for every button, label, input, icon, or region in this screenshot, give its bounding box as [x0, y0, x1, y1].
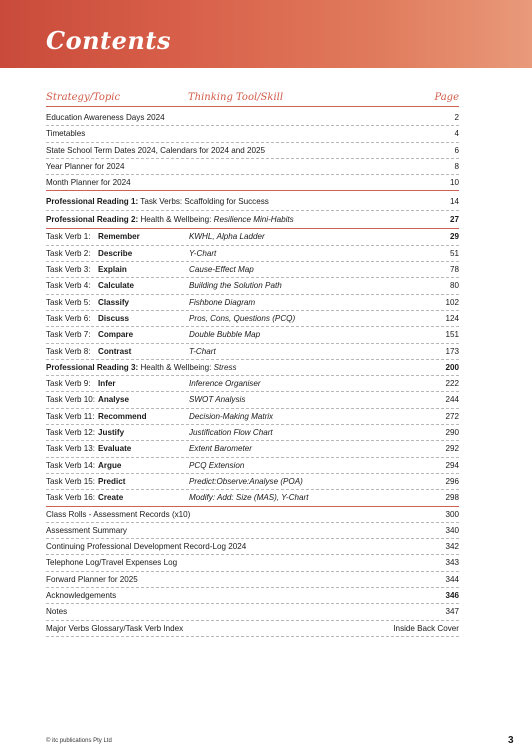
toc-row[interactable] [46, 621, 459, 637]
toc-entry-page: 340 [445, 525, 459, 535]
toc-row[interactable] [46, 175, 459, 191]
page-title: Contents [46, 26, 171, 55]
thinking-tool: Justification Flow Chart [189, 428, 273, 438]
task-verb-name: Discuss [98, 313, 130, 323]
toc-entry-label: Notes [46, 607, 68, 617]
toc-row-task-verb[interactable] [46, 229, 459, 245]
task-verb-name: Argue [98, 460, 122, 470]
toc-entry-label: Forward Planner for 2025 [46, 574, 138, 584]
thinking-tool: SWOT Analysis [189, 395, 246, 405]
toc-row-task-verb[interactable] [46, 327, 459, 343]
task-verb-name: Classify [98, 297, 130, 307]
toc-row-professional-reading-1[interactable] [46, 193, 459, 211]
task-verb-name: Infer [98, 379, 116, 389]
header-banner [0, 0, 532, 68]
task-verb-number: Task Verb 1: [46, 232, 91, 242]
toc-entry-page: 298 [445, 493, 459, 503]
task-verb-name: Compare [98, 330, 134, 340]
toc-row-task-verb[interactable] [46, 474, 459, 490]
thinking-tool: Building the Solution Path [189, 281, 282, 291]
task-verb-number: Task Verb 8: [46, 346, 91, 356]
task-verb-name: Describe [98, 248, 133, 258]
toc-entry-page: 80 [449, 281, 459, 291]
thinking-tool: Double Bubble Map [189, 330, 261, 340]
thinking-tool: T-Chart [189, 346, 216, 356]
thinking-tool: KWHL, Alpha Ladder [189, 232, 265, 242]
toc-entry-page: 124 [445, 313, 459, 323]
thinking-tool: PCQ Extension [189, 460, 245, 470]
column-header-page: Page [434, 92, 459, 103]
toc-entry-page: 14 [449, 197, 459, 207]
toc-entry-page: 200 [445, 362, 459, 372]
task-verb-number: Task Verb 7: [46, 330, 91, 340]
toc-entry-page: 6 [454, 145, 459, 155]
toc-row-task-verb[interactable] [46, 376, 459, 392]
toc-entry-label: Assessment Summary [46, 525, 127, 535]
thinking-tool: Inference Organiser [189, 379, 261, 389]
toc-row-task-verb[interactable] [46, 425, 459, 441]
task-verb-number: Task Verb 4: [46, 281, 91, 291]
toc-entry-page: 29 [449, 232, 459, 242]
toc-entry-page: 342 [445, 542, 459, 552]
column-header-tool: Thinking Tool/Skill [188, 92, 284, 103]
task-verb-name: Contrast [98, 346, 132, 356]
toc-row[interactable] [46, 143, 459, 159]
toc-entry-page: 272 [445, 411, 459, 421]
toc-entry-page: 292 [445, 444, 459, 454]
toc-row-task-verb[interactable] [46, 458, 459, 474]
toc-entry-page: 173 [445, 346, 459, 356]
thinking-tool: Y-Chart [189, 248, 217, 258]
task-verb-number: Task Verb 11: [46, 411, 95, 421]
thinking-tool: Predict:Observe:Analyse (POA) [189, 476, 303, 486]
toc-row-task-verb[interactable] [46, 311, 459, 327]
toc-entry-page: 290 [445, 428, 459, 438]
toc-entry-label: Professional Reading 3: Health & Wellbeing: Stress [46, 362, 237, 372]
toc-entry-page: 244 [445, 395, 459, 405]
toc-row-task-verb[interactable] [46, 295, 459, 311]
toc-entry-page: 8 [454, 161, 459, 171]
toc-entry-label: Education Awareness Days 2024 [46, 113, 165, 122]
toc-row-professional-reading-2[interactable] [46, 211, 459, 229]
toc-row[interactable] [46, 507, 459, 523]
task-verb-number: Task Verb 2: [46, 248, 91, 258]
toc-entry-page: 27 [449, 215, 459, 225]
toc-entry-label: Year Planner for 2024 [46, 161, 125, 171]
toc-entry-label: Major Verbs Glossary/Task Verb Index [46, 623, 184, 633]
toc-row-task-verb[interactable] [46, 344, 459, 360]
table-of-contents [46, 110, 459, 637]
toc-entry-page: 294 [445, 460, 459, 470]
toc-row[interactable] [46, 555, 459, 571]
task-verb-name: Create [98, 493, 124, 503]
toc-entry-page: 10 [449, 178, 459, 188]
column-header-topic: Strategy/Topic [46, 92, 121, 103]
toc-entry-page: 4 [454, 129, 459, 139]
task-verb-number: Task Verb 13: [46, 444, 96, 454]
toc-row-task-verb[interactable] [46, 246, 459, 262]
task-verb-number: Task Verb 5: [46, 297, 91, 307]
task-verb-number: Task Verb 9: [46, 379, 91, 389]
toc-entry-page: 78 [449, 265, 459, 275]
toc-row-task-verb[interactable] [46, 262, 459, 278]
thinking-tool: Cause-Effect Map [189, 265, 254, 275]
toc-entry-page: 300 [445, 509, 459, 519]
task-verb-name: Explain [98, 265, 127, 275]
toc-entry-label: Month Planner for 2024 [46, 178, 131, 188]
toc-entry-page: 296 [445, 476, 459, 486]
toc-entry-page: 344 [445, 574, 459, 584]
toc-entry-label: Timetables [46, 129, 86, 139]
task-verb-name: Analyse [98, 395, 130, 405]
toc-row[interactable] [46, 604, 459, 620]
thinking-tool: Modify: Add: Size (MAS), Y-Chart [189, 493, 309, 503]
toc-entry-label: Telephone Log/Travel Expenses Log [46, 558, 178, 568]
toc-row[interactable] [46, 523, 459, 539]
task-verb-number: Task Verb 12: [46, 428, 96, 438]
thinking-tool: Decision-Making Matrix [189, 411, 274, 421]
task-verb-name: Predict [98, 476, 126, 486]
toc-entry-page: 343 [445, 558, 459, 568]
task-verb-number: Task Verb 10: [46, 395, 96, 405]
toc-entry-page: 222 [445, 379, 459, 389]
toc-entry-label: Professional Reading 1: Task Verbs: Scaffolding for Success [46, 197, 269, 207]
toc-row-task-verb[interactable] [46, 392, 459, 408]
toc-entry-label: Class Rolls - Assessment Records (x10) [46, 509, 191, 519]
task-verb-number: Task Verb 15: [46, 476, 96, 486]
toc-entry-page: 51 [449, 248, 459, 258]
page-number: 3 [508, 735, 514, 746]
toc-row-task-verb[interactable] [46, 490, 459, 506]
toc-entry-label: Professional Reading 2: Health & Wellbeing: Resilience Mini-Habits [46, 215, 294, 225]
task-verb-name: Justify [98, 428, 125, 438]
task-verb-number: Task Verb 16: [46, 493, 96, 503]
toc-row-task-verb[interactable] [46, 441, 459, 457]
toc-entry-page: 347 [445, 607, 459, 617]
task-verb-name: Recommend [98, 411, 147, 421]
column-headers [46, 90, 459, 107]
task-verb-number: Task Verb 14: [46, 460, 96, 470]
toc-row[interactable] [46, 159, 459, 175]
task-verb-name: Calculate [98, 281, 134, 291]
task-verb-name: Remember [98, 232, 140, 242]
toc-entry-page: 102 [445, 297, 459, 307]
toc-entry-page: Inside Back Cover [393, 623, 459, 633]
toc-row-task-verb[interactable] [46, 278, 459, 294]
task-verb-name: Evaluate [98, 444, 132, 454]
toc-entry-label: Acknowledgements [46, 591, 117, 601]
thinking-tool: Fishbone Diagram [189, 297, 256, 307]
toc-entry-label: Continuing Professional Development Record-Log 2024 [46, 542, 247, 552]
toc-row[interactable] [46, 572, 459, 588]
toc-entry-page: 2 [454, 113, 459, 122]
toc-entry-page: 151 [445, 330, 459, 340]
thinking-tool: Pros, Cons, Questions (PCQ) [189, 313, 296, 323]
copyright-notice: © itc publications Pty Ltd [46, 738, 112, 744]
thinking-tool: Extent Barometer [189, 444, 252, 454]
toc-row[interactable] [46, 126, 459, 142]
toc-row-task-verb[interactable] [46, 409, 459, 425]
toc-row[interactable] [46, 110, 459, 126]
toc-entry-label: State School Term Dates 2024, Calendars for 2024 and 2025 [46, 145, 265, 155]
toc-row-professional-reading-3[interactable] [46, 360, 459, 376]
toc-entry-page: 346 [445, 591, 459, 601]
toc-row[interactable] [46, 588, 459, 604]
task-verb-number: Task Verb 3: [46, 265, 91, 275]
toc-row[interactable] [46, 539, 459, 555]
task-verb-number: Task Verb 6: [46, 313, 91, 323]
